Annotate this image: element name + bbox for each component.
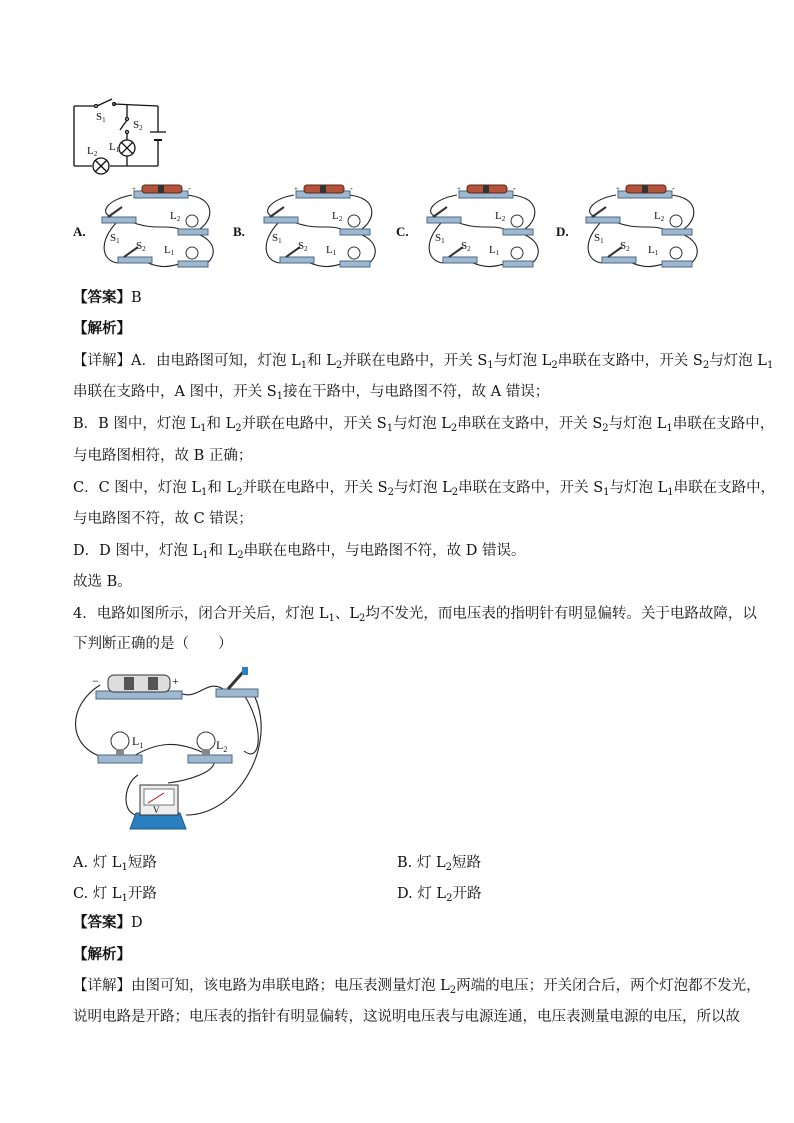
board-s2-label: S2 <box>136 240 146 253</box>
option-a-label: A. <box>73 224 86 239</box>
option-d-label: D. <box>556 224 569 239</box>
q4-option-c[interactable]: C. 灯 $L_1$开路 <box>73 886 157 904</box>
board-s1-label: S1 <box>272 232 282 245</box>
board-l2-label: L2 <box>495 210 506 223</box>
option-b-board <box>250 183 390 279</box>
board-plus: + <box>132 185 136 193</box>
q4-l1-label: $L_1$ <box>132 734 144 750</box>
q3-schematic <box>70 96 180 176</box>
board-s2-label: S2 <box>620 240 630 253</box>
q4-stem-line-1: 4．电路如图所示，闭合开关后，灯泡 $L_1$、$L_2$均不发光，而电压表的指明针有明显偏转。关于电路故障，以 <box>73 606 757 624</box>
battery-plus: + <box>172 674 179 688</box>
q4-stem-line-2: 下判断正确的是（ ） <box>73 636 233 652</box>
q3-detail-line-2: 串联在支路中，A 图中，开关 $S_1$接在干路中，与电路图不符，故 A 错误； <box>73 384 550 402</box>
q4-l2-label: $L_2$ <box>216 738 228 754</box>
option-c-board <box>413 183 553 279</box>
board-l1-label: L1 <box>326 244 337 257</box>
board-s2-label: S2 <box>298 240 308 253</box>
q3-detail-line-7: D．D 图中，灯泡 $L_1$和 $L_2$串联在电路中，与电路图不符，故 D 错误。 <box>73 543 526 561</box>
q3-detail-line-4: 与电路图相符，故 B 正确； <box>73 448 253 464</box>
q4-circuit-figure <box>68 665 278 835</box>
q3-detail-line-1: 【详解】A．由电路图可知，灯泡 $L_1$和 $L_2$并联在电路中，开关 $S_1$与灯泡 $L_2$串联在支路中，开关 $S_2$与灯泡 $L_1$ <box>73 353 774 371</box>
board-l1-label: L1 <box>489 244 500 257</box>
board-minus: - <box>513 184 516 193</box>
board-minus: - <box>188 184 191 193</box>
board-s1-label: S1 <box>435 232 445 245</box>
q3-detail-line-5: C．C 图中，灯泡 $L_1$和 $L_2$并联在电路中，开关 $S_2$与灯泡 $L_2$串联在支路中，开关 $S_1$与灯泡 $L_1$串联在支路中， <box>73 480 776 498</box>
l1-label: L1 <box>109 141 120 154</box>
board-plus: + <box>294 185 298 193</box>
board-s1-label: S1 <box>110 232 120 245</box>
board-plus: + <box>457 185 461 193</box>
q4-option-a[interactable]: A. 灯 $L_1$短路 <box>73 855 157 873</box>
board-plus: + <box>616 185 620 193</box>
board-minus: - <box>350 184 353 193</box>
board-l2-label: L2 <box>332 210 343 223</box>
q4-option-d[interactable]: D. 灯 $L_2$开路 <box>397 886 482 904</box>
q4-answer: 【答案】D <box>73 915 143 931</box>
q3-answer: 【答案】B <box>73 290 142 306</box>
board-l2-label: L2 <box>170 210 181 223</box>
option-d-board <box>572 183 712 279</box>
q3-detail-line-3: B．B 图中，灯泡 $L_1$和 $L_2$并联在电路中，开关 $S_1$与灯泡 $L_2$串联在支路中，开关 $S_2$与灯泡 $L_1$串联在支路中， <box>73 416 775 434</box>
board-s1-label: S1 <box>594 232 604 245</box>
board-l2-label: L2 <box>654 210 665 223</box>
option-b-label: B. <box>233 224 245 239</box>
q4-detail-line-2: 说明电路是开路；电压表的指针有明显偏转，这说明电压表与电源连通，电压表测量电源的电压，所以故 <box>73 1009 740 1025</box>
option-a-board <box>88 183 228 279</box>
voltmeter-v-label: V <box>153 805 160 815</box>
q3-analysis-heading: 【解析】 <box>73 321 131 337</box>
option-c-label: C. <box>396 224 409 239</box>
q3-detail-line-8: 故选 B。 <box>73 574 132 590</box>
s2-label: S2 <box>133 119 143 132</box>
board-minus: - <box>672 184 675 193</box>
l2-label: L2 <box>87 145 98 158</box>
q4-analysis-heading: 【解析】 <box>73 947 131 963</box>
battery-minus: − <box>92 674 99 688</box>
q4-detail-line-1: 【详解】由图可知，该电路为串联电路；电压表测量灯泡 $L_2$两端的电压；开关闭合后，两个灯泡都不发光， <box>73 978 761 996</box>
s1-label: S1 <box>96 111 106 124</box>
board-l1-label: L1 <box>164 244 175 257</box>
q4-option-b[interactable]: B. 灯 $L_2$短路 <box>397 855 481 873</box>
board-s2-label: S2 <box>461 240 471 253</box>
q3-detail-line-6: 与电路图不符，故 C 错误； <box>73 511 253 527</box>
board-l1-label: L1 <box>648 244 659 257</box>
